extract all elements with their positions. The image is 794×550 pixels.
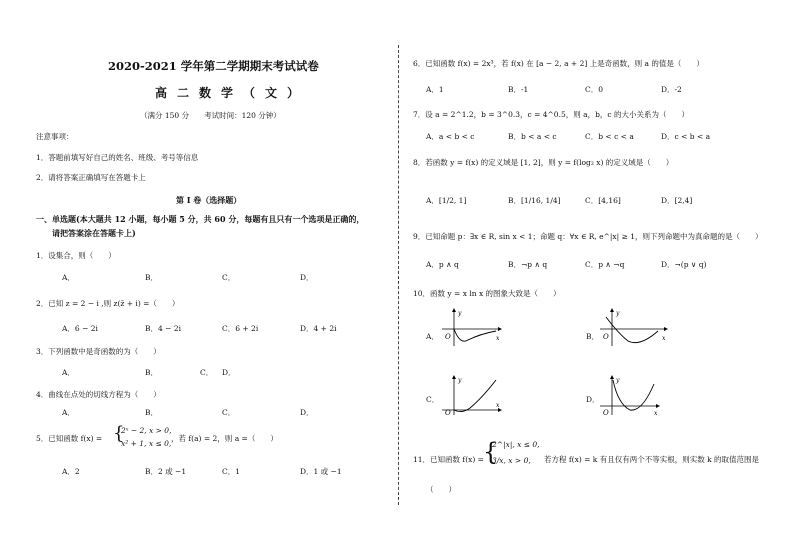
question-11-prefix: 11．已知函数 f(x) = xyxy=(413,455,484,464)
question-6: 6．已知函数 f(x) = 2x³，若 f(x) 在 [a − 2, a + 2] 上是奇函数，则 a 的值是（ ） xyxy=(413,59,704,68)
question-2: 2．已知 z = 2 − i ,则 z(z̄ + i) =（ ） xyxy=(36,299,180,308)
question-5-prefix: 5．已知函数 f(x) = xyxy=(36,434,103,443)
score-info: （满分 150 分 考试时间：120 分钟） xyxy=(140,111,281,120)
q10-graph-b xyxy=(598,307,668,347)
q7-option-a: A．a < b < c xyxy=(426,132,475,141)
q6-option-a: A．1 xyxy=(426,85,444,94)
question-3: 3．下列函数中是奇函数的为（ ） xyxy=(36,347,161,356)
question-7: 7．设 a = 2^1.2，b = 3^0.3，c = 4^0.5，则 a，b，c 的大小关系为（ ） xyxy=(413,110,689,119)
origin-label: O xyxy=(603,409,609,416)
column-divider xyxy=(398,45,399,505)
question-10: 10．函数 y = x ln x 的图象大致是（ ） xyxy=(413,289,561,298)
note-1: 1．答题前填写好自己的姓名、班级、考号等信息 xyxy=(36,153,199,162)
q5-case-2: x² + 1, x ≤ 0, xyxy=(121,439,172,448)
section-instructions-1: 一、单选题(本大题共 12 小题，每小题 5 分，共 60 分，每题有且只有一个选项是正确的， xyxy=(36,214,365,224)
q9-option-d: D．¬(p ∨ q) xyxy=(661,260,707,269)
q2-option-b: B．4 − 2i xyxy=(145,324,182,333)
axis-y-label: y xyxy=(616,310,620,317)
axis-x-label: x xyxy=(662,335,666,342)
q5-option-c: C．1 xyxy=(222,467,241,476)
q9-option-a: A．p ∧ q xyxy=(426,260,459,269)
origin-label: O xyxy=(445,333,451,341)
axis-x-label: x xyxy=(496,402,500,409)
q1-option-d: D． xyxy=(300,273,314,282)
q8-option-b: B．[1/16, 1/4] xyxy=(508,196,561,205)
q9-option-c: C．p ∧ ¬q xyxy=(585,260,625,269)
q8-option-c: C．[4,16] xyxy=(585,196,621,205)
q8-option-a: A．[1/2, 1] xyxy=(426,196,467,205)
q2-option-a: A．6 − 2i xyxy=(62,324,98,333)
q4-option-b: B． xyxy=(145,408,159,417)
q11-case-1: 2^|x|, x ≤ 0, xyxy=(492,440,540,449)
q2-option-c: C．6 + 2i xyxy=(222,324,259,333)
q10-graph-a xyxy=(440,307,502,347)
q3-option-b: B． xyxy=(145,368,159,377)
q3-option-c: C． xyxy=(200,368,214,377)
q4-option-d: D． xyxy=(300,408,314,417)
question-5-suffix: ，若 f(a) = 2，则 a =（ ） xyxy=(171,434,278,443)
q1-option-a: A． xyxy=(62,273,75,282)
q3-option-a: A． xyxy=(62,368,75,377)
q10-graph-c xyxy=(440,374,502,416)
q10-graph-d xyxy=(598,374,660,416)
axis-x-label: x xyxy=(496,335,500,342)
q6-option-b: B．-1 xyxy=(508,85,529,94)
q5-case-1: 2ˣ − 2, x > 0, xyxy=(121,426,172,435)
q7-option-d: D．c < b < a xyxy=(661,132,711,141)
q7-option-c: C．b < c < a xyxy=(585,132,634,141)
q10-option-d: D． xyxy=(586,395,600,404)
axis-y-label: y xyxy=(458,377,462,384)
question-8: 8．若函数 y = f(x) 的定义域是 [1, 2]，则 y = f(log₂ x) 的定义域是（ ） xyxy=(413,158,674,167)
q7-option-b: B．b < a < c xyxy=(508,132,557,141)
q10-option-c: C． xyxy=(426,395,440,404)
q1-option-c: C． xyxy=(222,273,236,282)
axis-y-label: y xyxy=(616,377,620,384)
q5-brace: { xyxy=(113,423,125,444)
q11-brace: { xyxy=(483,438,499,466)
q11-answer-blank: （ ） xyxy=(426,485,456,494)
question-11-suffix: 若方程 f(x) = k 有且仅有两个不等实根，则实数 k 的取值范围是 xyxy=(544,455,760,464)
q4-option-c: C． xyxy=(222,408,236,417)
section-title: 第 I 卷（选择题） xyxy=(176,195,242,205)
q5-option-a: A．2 xyxy=(62,467,80,476)
question-9: 9．已知命题 p：∃x ∈ R, sin x < 1；命题 q：∀x ∈ R, e^|x| ≥ 1，则下列命题中为真命题的是（ ） xyxy=(413,232,763,241)
q8-option-d: D．[2,4] xyxy=(661,196,693,205)
axis-y-label: y xyxy=(458,310,462,317)
q6-option-d: D．-2 xyxy=(661,85,682,94)
q4-option-a: A． xyxy=(62,408,75,417)
q3-option-d: D． xyxy=(222,368,236,377)
question-1: 1．设集合，则（ ） xyxy=(36,251,116,260)
note-2: 2．请将答案正确填写在答题卡上 xyxy=(36,173,146,182)
exam-title: 2020-2021 学年第二学期期末考试试卷 xyxy=(108,59,319,73)
q9-option-b: B．¬p ∧ q xyxy=(508,260,548,269)
q1-option-b: B． xyxy=(145,273,159,282)
q5-option-d: D．1 或 −1 xyxy=(300,467,342,476)
section-instructions-2: 请把答案涂在答题卡上) xyxy=(52,228,136,238)
notes-title: 注意事项： xyxy=(36,132,74,141)
origin-label: O xyxy=(603,333,609,341)
q11-case-2: 3/x, x > 0, xyxy=(492,456,531,465)
origin-label: O xyxy=(445,409,451,416)
q10-option-b: B． xyxy=(586,332,600,341)
q5-option-b: B．2 或 −1 xyxy=(145,467,187,476)
q2-option-d: D．4 + 2i xyxy=(300,324,337,333)
q10-option-a: A． xyxy=(426,332,439,341)
q6-option-c: C．0 xyxy=(585,85,604,94)
exam-subtitle: 高二数学（文） xyxy=(155,86,310,100)
axis-x-label: x xyxy=(654,410,658,416)
question-4: 4．曲线在点处的切线方程为（ ） xyxy=(36,390,161,399)
